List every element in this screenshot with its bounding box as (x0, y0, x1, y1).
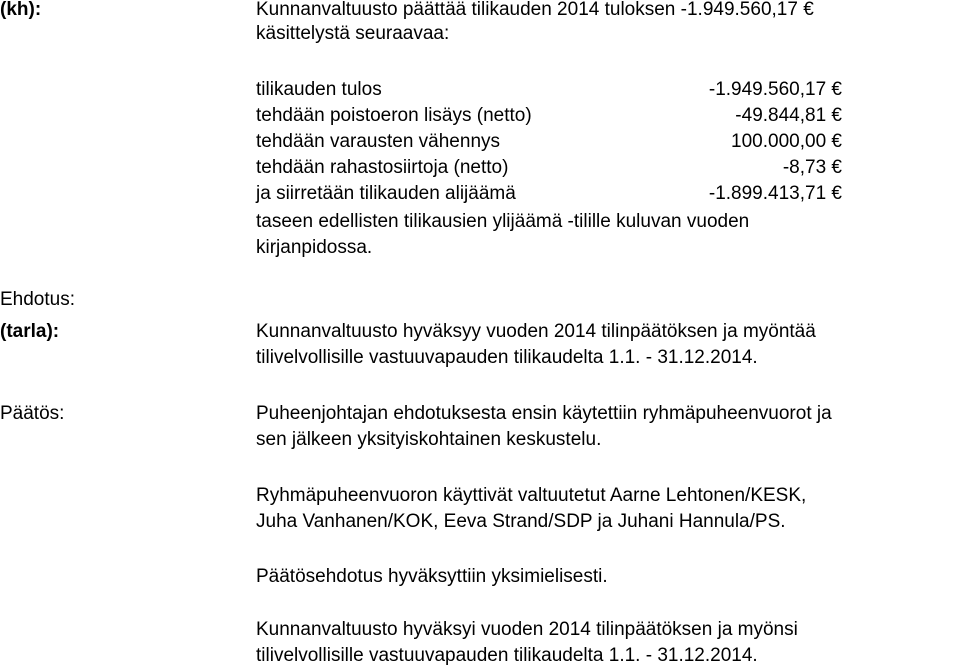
result-row-value: -1.949.560,17 € (708, 79, 842, 100)
transfer-note-line-1: taseen edellisten tilikausien ylijäämä -tilille kuluvan vuoden (256, 211, 750, 232)
transfer-note-line-2: kirjanpidossa. (256, 237, 373, 258)
result-row-value: -49.844,81 € (735, 105, 842, 126)
result-row-label: tehdään rahastosiirtoja (netto) (256, 157, 509, 178)
label-tarla: (tarla): (0, 321, 60, 342)
decision-p2-line-1: Ryhmäpuheenvuoron käyttivät valtuutetut Aarne Lehtonen/KESK, (256, 485, 807, 506)
result-row-label: tehdään poistoeron lisäys (netto) (256, 105, 532, 126)
decision-p4-line-1: Kunnanvaltuusto hyväksyi vuoden 2014 tilinpäätöksen ja myönsi (256, 619, 798, 640)
proposal-line-1: Kunnanvaltuusto hyväksyy vuoden 2014 tilinpäätöksen ja myöntää (256, 321, 816, 342)
decision-p1-line-2: sen jälkeen yksityiskohtainen keskustelu. (256, 429, 602, 450)
decision-p4-line-2: tilivelvollisille vastuuvapauden tilikaudelta 1.1. - 31.12.2014. (256, 645, 758, 666)
decision-p3: Päätösehdotus hyväksyttiin yksimielisesti. (256, 566, 608, 587)
result-row-label: tehdään varausten vähennys (256, 131, 501, 152)
result-row-value: -8,73 € (782, 157, 842, 178)
result-row-value: -1.899.413,71 € (708, 183, 842, 204)
result-row-value: 100.000,00 € (731, 131, 842, 152)
decision-p2-line-2: Juha Vanhanen/KOK, Eeva Strand/SDP ja Juhani Hannula/PS. (256, 511, 786, 532)
label-kh: (kh): (0, 0, 42, 20)
proposal-line-2: tilivelvollisille vastuuvapauden tilikaudelta 1.1. - 31.12.2014. (256, 347, 758, 368)
decision-p1-line-1: Puheenjohtajan ehdotuksesta ensin käytettiin ryhmäpuheenvuorot ja (256, 403, 832, 424)
label-paatos: Päätös: (0, 403, 65, 424)
intro-line-1: Kunnanvaltuusto päättää tilikauden 2014 tuloksen -1.949.560,17 € (256, 0, 814, 20)
intro-line-2: käsittelystä seuraavaa: (256, 23, 450, 44)
result-row-label: tilikauden tulos (256, 79, 382, 100)
result-row-label: ja siirretään tilikauden alijäämä (256, 183, 516, 204)
label-ehdotus: Ehdotus: (0, 289, 75, 310)
